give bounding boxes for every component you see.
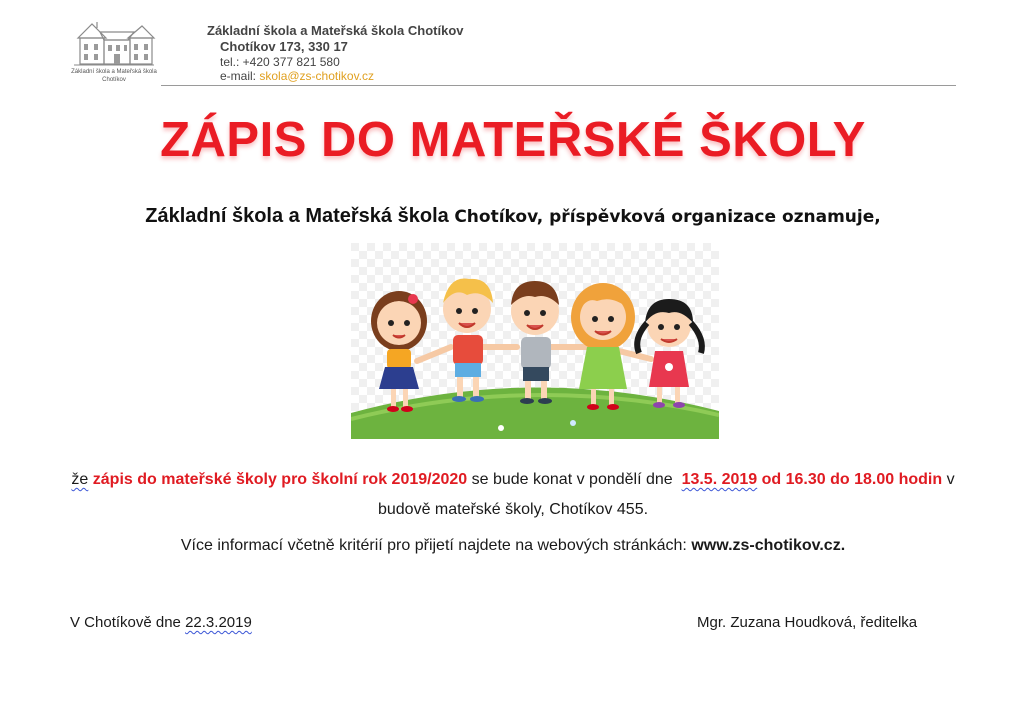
subtitle-part1: Základní škola a Mateřská škola	[145, 205, 449, 227]
school-name: Základní škola a Mateřská škola Chotíkov	[207, 23, 464, 38]
email-label: e-mail:	[220, 69, 257, 83]
announcement-place: v budově mateřské školy, Chotíkov 455.	[377, 471, 955, 518]
announcement-lead: že	[71, 471, 89, 488]
logo-caption-line1: Základní škola a Mateřská škola	[71, 69, 157, 75]
announcement-date: 13.5. 2019	[681, 471, 758, 488]
announcement-time: od 16.30 do 18.00 hodin	[761, 471, 943, 488]
school-address: Chotíkov 173, 330 17	[220, 39, 348, 54]
school-email-row	[220, 69, 374, 83]
announcement-middle: se bude konat v pondělí dne	[471, 471, 673, 488]
place-prefix: V Chotíkově dne	[70, 614, 181, 631]
logo-caption-line2: Chotíkov	[102, 77, 126, 83]
email-link[interactable]: skola@zs-chotikov.cz	[259, 69, 375, 83]
children-illustration	[351, 243, 719, 439]
announcement-paragraph	[62, 465, 964, 525]
logo-caption	[66, 68, 162, 84]
signature: Mgr. Zuzana Houdková, ředitelka	[697, 614, 918, 631]
announcement-highlight: zápis do mateřské školy pro školní rok 2019/2020	[92, 471, 468, 488]
subtitle	[0, 205, 1026, 228]
header-divider	[161, 85, 956, 86]
more-info	[0, 537, 1026, 555]
website-link[interactable]: www.zs-chotikov.cz.	[691, 537, 846, 554]
more-info-text: Více informací včetně kritérií pro přijetí najdete na webových stránkách:	[180, 537, 687, 554]
school-phone: tel.: +420 377 821 580	[220, 55, 340, 69]
place-and-date	[70, 614, 252, 631]
page-title: ZÁPIS DO MATEŘSKÉ ŠKOLY	[160, 113, 866, 167]
document-date: 22.3.2019	[185, 614, 252, 631]
subtitle-part2: Chotíkov, příspěvková organizace oznamuje,	[454, 207, 881, 227]
